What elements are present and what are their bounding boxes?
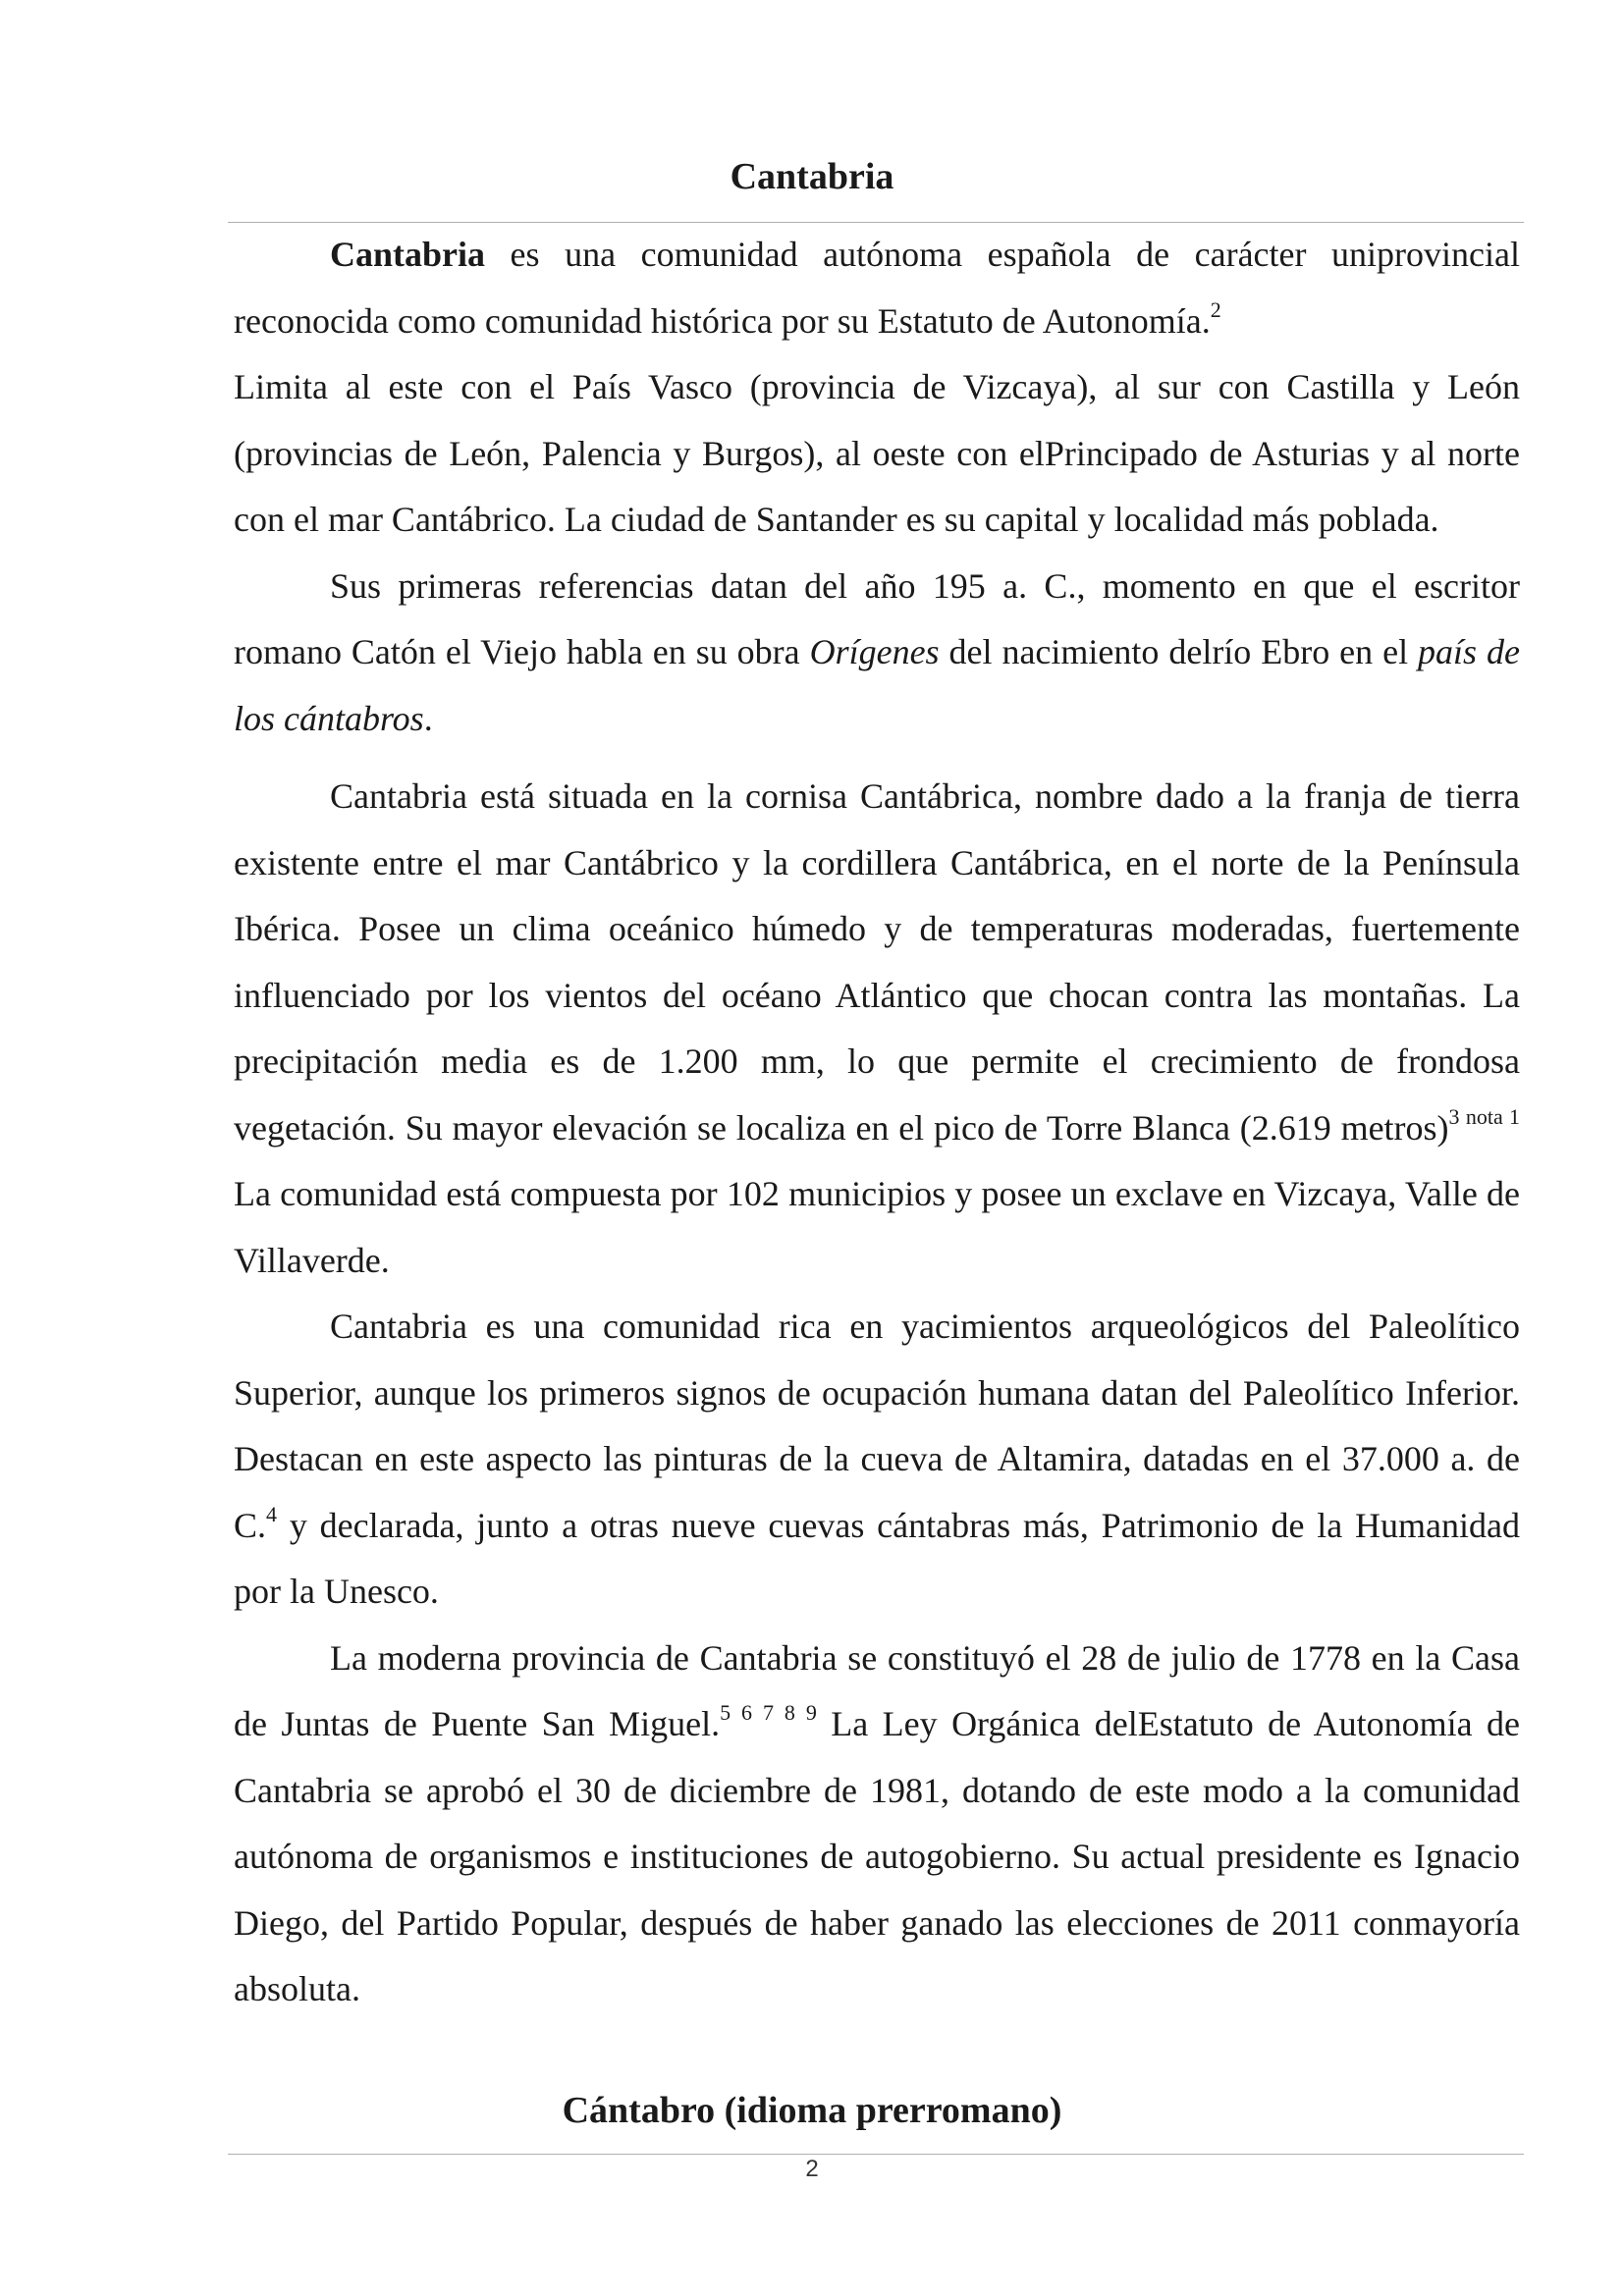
province-text-b: La Ley Orgánica delEstatuto de Autonomía de Cantabria se aprobó el 30 de diciembre de 1981, dotando de este modo a la comunidad autónoma de organismos e instituciones de autogobierno. Su actual presidente es Ignacio Diego, del Partido Popular, después de haber ganado las elecciones de 2011 conmayoría absoluta. bbox=[234, 1704, 1520, 2008]
page-number: 2 bbox=[805, 2156, 819, 2182]
history-text-a: Sus primeras referencias datan del año 195 a. C., momento en que el escritor romano Catón el Viejo habla en su obra bbox=[234, 565, 1520, 671]
intro-lead-term: Cantabria bbox=[330, 235, 486, 274]
archaeology-text-b: y declarada, junto a otras nueve cuevas cántabras más, Patrimonio de la Humanidad por la Unesco. bbox=[234, 1505, 1520, 1611]
paragraph-province bbox=[234, 1626, 1520, 2023]
paragraph-geography bbox=[234, 764, 1520, 1294]
province-text-a: La moderna provincia de Cantabria se constituyó el 28 de julio de 1778 en la Casa de Juntas de Puente San Miguel. bbox=[234, 1637, 1520, 1743]
history-text-b: del nacimiento delrío Ebro en el bbox=[939, 632, 1419, 671]
region-phrase: país de los cántabros bbox=[234, 632, 1520, 738]
geography-text-b: La comunidad está compuesta por 102 municipios y posee un exclave en Vizcaya, Valle de Villaverde. bbox=[234, 1174, 1520, 1280]
page-title: Cantabria bbox=[730, 156, 894, 197]
footnote-ref: 5 6 7 8 9 bbox=[720, 1700, 817, 1725]
footnote-ref: 4 bbox=[266, 1501, 278, 1526]
document-body bbox=[234, 222, 1520, 2023]
paragraph-limits bbox=[234, 354, 1520, 554]
limits-text: Limita al este con el País Vasco (provincia de Vizcaya), al sur con Castilla y León (provincias de León, Palencia y Burgos), al oeste con elPrincipado de Asturias y al norte con el mar Cantábrico. La ciudad de Santander es su capital y localidad más poblada. bbox=[234, 367, 1520, 539]
footnote-ref: 2 bbox=[1210, 296, 1221, 322]
work-title: Orígenes bbox=[809, 632, 940, 671]
archaeology-text-a: Cantabria es una comunidad rica en yacimientos arqueológicos del Paleolítico Superior, aunque los primeros signos de ocupación humana datan del Paleolítico Inferior. Destacan en este aspecto las pinturas de la cueva de Altamira, datadas en el 37.000 a. de C. bbox=[234, 1307, 1520, 1545]
section-heading: Cántabro (idioma prerromano) bbox=[562, 2090, 1062, 2131]
paragraph-archaeology bbox=[234, 1294, 1520, 1626]
paragraph-intro bbox=[234, 222, 1520, 354]
history-text-c: . bbox=[423, 698, 433, 738]
intro-text: es una comunidad autónoma española de carácter uniprovincial reconocida como comunidad histórica por su Estatuto de Autonomía. bbox=[234, 235, 1520, 341]
paragraph-history bbox=[234, 554, 1520, 753]
footer-divider bbox=[228, 2154, 1524, 2155]
geography-text-a: Cantabria está situada en la cornisa Cantábrica, nombre dado a la franja de tierra existente entre el mar Cantábrico y la cordillera Cantábrica, en el norte de la Península Ibérica. Posee un clima oceánico húmedo y de temperaturas moderadas, fuertemente influenciado por los vientos del océano Atlántico que chocan contra las montañas. La precipitación media es de 1.200 mm, lo que permite el crecimiento de frondosa vegetación. Su mayor elevación se localiza en el pico de Torre Blanca (2.619 metros) bbox=[234, 776, 1520, 1148]
footnote-ref: 3 nota 1 bbox=[1448, 1103, 1520, 1129]
